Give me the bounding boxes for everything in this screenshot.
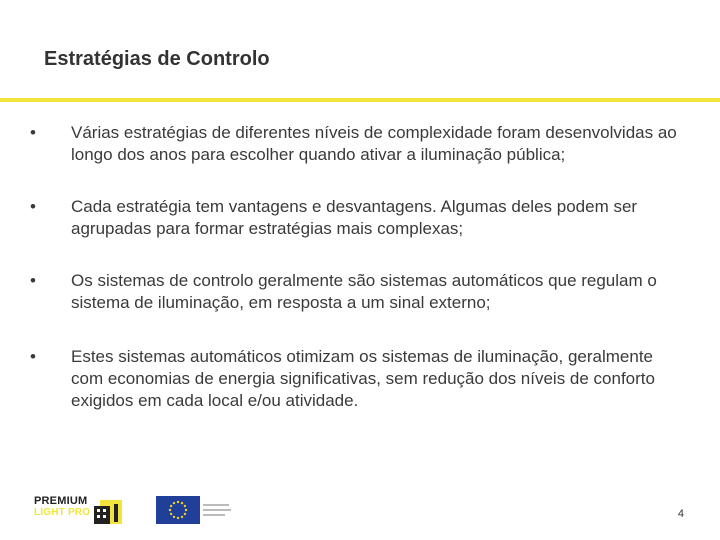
bullet-text: Estes sistemas automáticos otimizam os sistemas de iluminação, geralmente com economias de energia significativas, sem redução dos níveis de conforto exigidos em cada local e/ou atividade. <box>71 347 655 410</box>
building-icon <box>92 496 126 526</box>
page-number: 4 <box>677 508 684 520</box>
bullet-marker: • <box>30 197 36 216</box>
bullet-text: Cada estratégia tem vantagens e desvantagens. Algumas deles podem ser agrupadas para formar estratégias mais complexas; <box>71 197 638 238</box>
eu-flag-icon <box>156 496 200 524</box>
eu-funding-badge <box>156 496 234 524</box>
slide-title: Estratégias de Controlo <box>44 48 270 70</box>
bullet-item <box>30 196 680 240</box>
bullet-item <box>30 122 680 166</box>
bullet-item <box>30 346 680 412</box>
bullet-marker: • <box>30 271 36 290</box>
premium-light-pro-logo <box>34 494 126 526</box>
bullet-text: Várias estratégias de diferentes níveis de complexidade foram desenvolvidas ao longo dos anos para escolher quando ativar a iluminação pública; <box>71 123 677 164</box>
bullet-marker: • <box>30 123 36 142</box>
bullet-list <box>30 122 680 446</box>
bullet-item <box>30 270 680 314</box>
bullet-text: Os sistemas de controlo geralmente são sistemas automáticos que regulam o sistema de iluminação, em resposta a um sinal externo; <box>71 271 657 312</box>
title-divider <box>0 98 720 102</box>
bullet-marker: • <box>30 347 36 366</box>
logo-word-premium: PREMIUM <box>34 495 88 507</box>
eu-funding-fineprint <box>203 504 233 516</box>
logo-word-light: LIGHT PRO <box>34 507 91 518</box>
